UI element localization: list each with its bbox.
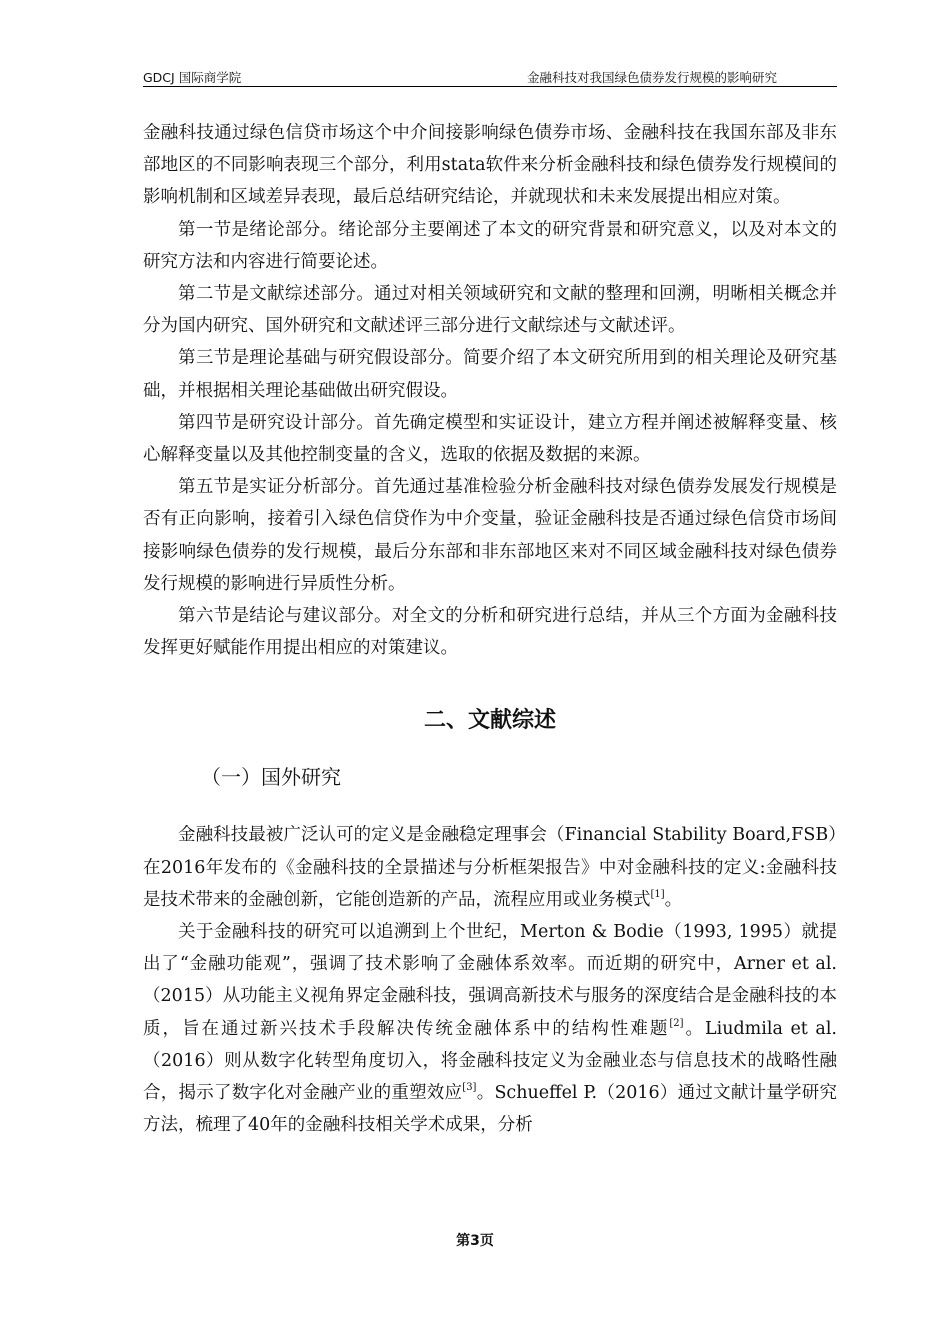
research-part-2: 。Liudmila et al.（2016）则从数字化转型角度切入，将金融科技定义为金融业态与信息技术的战略性融合，揭示了数字化对金融产业的重塑效应 [143, 1018, 837, 1104]
citation-1: [1] [650, 888, 665, 900]
fsb-end: 。 [664, 889, 683, 910]
header-paper-title: 金融科技对我国绿色债券发行规模的影响研究 [526, 70, 777, 85]
section-heading: 二、文献综述 [423, 708, 556, 734]
paragraph-intro-continued: 金融科技通过绿色信贷市场这个中介间接影响绿色债券市场、金融科技在我国东部及非东部地区的不同影响表现三个部分，利用stata软件来分析金融科技和绿色债券发行规模间的影响机制和区域差异表现，最后总结研究结论，并就现状和未来发展提出相应对策。 [143, 123, 837, 208]
paragraph-section-5: 第五节是实证分析部分。首先通过基准检验分析金融科技对绿色债券发展发行规模是否有正向影响，接着引入绿色信贷作为中介变量，验证金融科技是否通过绿色信贷市场间接影响绿色债券的发行规模，最后分东部和非东部地区来对不同区域金融科技对绿色债券发行规模的影响进行异质性分析。 [143, 477, 837, 594]
page-header [143, 66, 837, 87]
research-part-3: 。Schueffel P.（2016）通过文献计量学研究方法，梳理了40年的金融科技相关学术成果，分析 [143, 1083, 838, 1136]
header-institution: GDCJ 国际商学院 [143, 70, 242, 85]
research-part-1: 关于金融科技的研究可以追溯到上个世纪，Merton & Bodie（1993, 1995）就提出了“金融功能观”，强调了技术影响了金融体系效率。而近期的研究中，Arner et al.（2015）从功能主义视角界定金融科技，强调高新技术与服务的深度结合是金融科技的本质，旨在通过新兴技术手段解决传统金融体系中的结构性难题 [143, 922, 837, 1039]
paragraph-section-1: 第一节是绪论部分。绪论部分主要阐述了本文的研究背景和研究意义，以及对本文的研究方法和内容进行简要论述。 [143, 219, 837, 272]
paragraph-section-2: 第二节是文献综述部分。通过对相关领域研究和文献的整理和回溯，明晰相关概念并分为国内研究、国外研究和文献述评三部分进行文献综述与文献述评。 [143, 284, 837, 337]
paragraph-foreign-research [143, 916, 837, 1141]
paragraph-section-3: 第三节是理论基础与研究假设部分。简要介绍了本文研究所用到的相关理论及研究基础，并根据相关理论基础做出研究假设。 [143, 348, 837, 401]
fsb-text: 金融科技最被广泛认可的定义是金融稳定理事会（Financial Stability Board,FSB）在2016年发布的《金融科技的全景描述与分析框架报告》中对金融科技的定义:金融科技是技术带来的金融创新，它能创造新的产品，流程应用或业务模式 [143, 825, 837, 910]
paragraph-section-4: 第四节是研究设计部分。首先确定模型和实证设计，建立方程并阐述被解释变量、核心解释变量以及其他控制变量的含义，选取的依据及数据的来源。 [143, 412, 837, 466]
paragraph-section-6: 第六节是结论与建议部分。对全文的分析和研究进行总结，并从三个方面为金融科技发挥更好赋能作用提出相应的对策建议。 [143, 606, 837, 659]
page-body [143, 117, 837, 1141]
page-number: 第3页 [456, 1233, 494, 1249]
citation-3: [3] [462, 1082, 477, 1094]
paragraph-fsb-definition [143, 819, 837, 916]
citation-2: [2] [669, 1017, 684, 1029]
subsection-heading: （一）国外研究 [201, 765, 341, 790]
